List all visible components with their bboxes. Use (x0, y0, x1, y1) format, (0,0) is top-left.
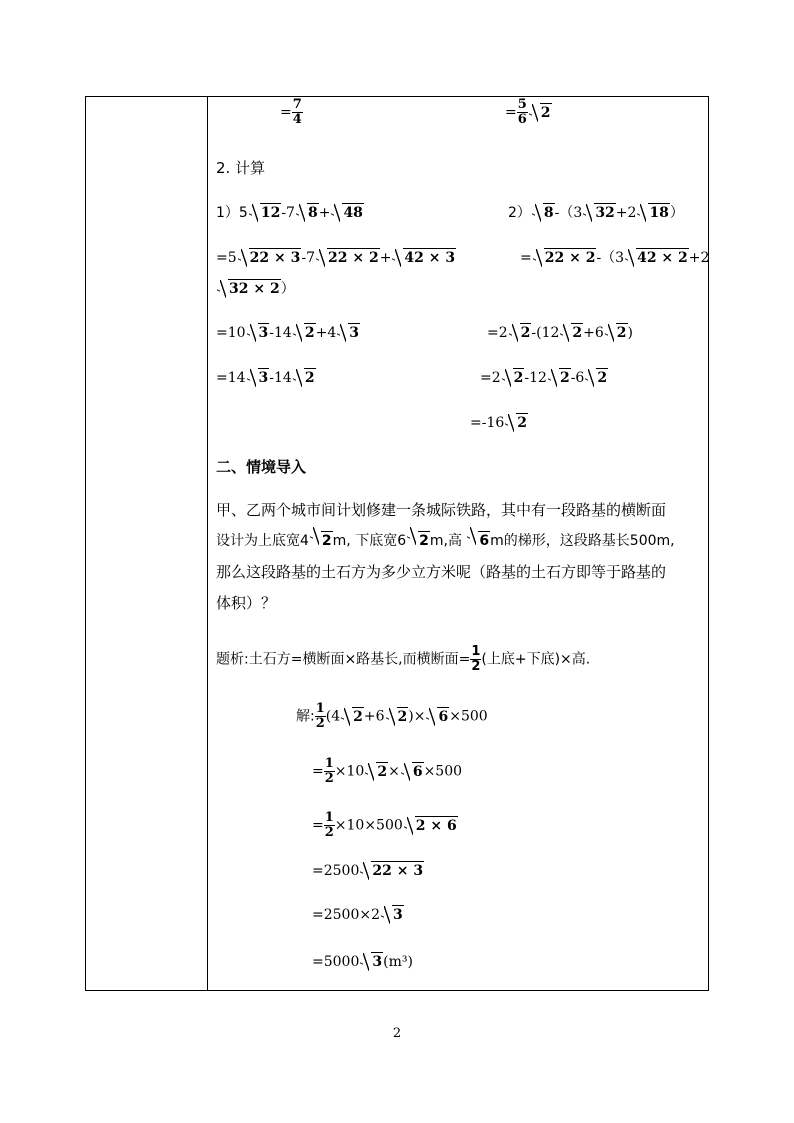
numerator: 5 (517, 97, 527, 112)
analysis-line (216, 645, 590, 674)
numerator: 1 (471, 644, 481, 659)
text: =5000 (312, 954, 360, 970)
text: (上底+下底)×高. (481, 651, 591, 668)
denominator: 2 (324, 771, 334, 786)
sqrt (637, 203, 669, 223)
label: 2） (508, 205, 531, 221)
sqrt (316, 248, 380, 268)
operator: + (318, 205, 331, 221)
problem-line-2 (216, 526, 706, 557)
radicand: 22 × 2 (544, 250, 596, 266)
radicand: 2 (353, 708, 363, 725)
operator: +2 (615, 205, 637, 221)
operator: +4 (315, 325, 337, 341)
text: m的梯形，这段路基长500m, (490, 533, 675, 549)
operator: +6 (583, 325, 604, 341)
sqrt (310, 526, 333, 557)
radicand: 2 (597, 370, 608, 386)
p2-step1 (520, 248, 709, 268)
sqrt (401, 762, 424, 782)
operator: -14 (269, 370, 292, 386)
solution-line-5 (312, 905, 404, 925)
text: = (312, 817, 324, 834)
radicand: 32 (595, 205, 615, 221)
fraction (324, 811, 335, 840)
radicand: 2 (377, 763, 388, 780)
numerator: 1 (315, 701, 325, 716)
fraction (292, 98, 303, 127)
prefix: = (280, 104, 292, 121)
operator: + (379, 250, 392, 266)
denominator: 2 (324, 825, 334, 840)
column-divider (207, 97, 208, 990)
sqrt (386, 707, 409, 727)
solution-line-3 (312, 811, 458, 840)
text: ×10 (334, 763, 365, 780)
text: 题析:土石方=横断面×路基长,而横断面= (216, 651, 471, 668)
sqrt (365, 762, 388, 782)
p2-statement (508, 203, 684, 223)
text: m,高 (429, 533, 467, 549)
prefix: =5 (216, 250, 237, 266)
operator: -14 (269, 325, 292, 341)
radicand: 3 (372, 954, 383, 970)
radicand: 18 (649, 205, 669, 221)
sqrt (585, 368, 608, 388)
text: m, 下底宽6 (332, 533, 407, 549)
denominator: 2 (315, 716, 325, 731)
prefix: =14 (216, 370, 246, 386)
radicand: 8 (543, 205, 554, 221)
text: (m³) (383, 954, 413, 970)
p1-step1 (216, 248, 456, 268)
radicand: 48 (343, 205, 363, 221)
sqrt (296, 203, 319, 223)
radicand: 6 (479, 533, 490, 549)
operator: -（3 (554, 205, 583, 221)
problem-line-3: 那么这段路基的土石方为多少立方米呢（路基的土石方即等于路基的 (216, 563, 667, 581)
radicand: 3 (258, 325, 269, 341)
sqrt (605, 323, 628, 343)
text: =2500×2 (312, 907, 380, 923)
sqrt (625, 248, 689, 268)
radicand: 42 × 2 (637, 250, 688, 266)
fraction (517, 98, 528, 127)
numerator: 7 (292, 97, 302, 112)
radicand: 3 (393, 907, 403, 923)
sqrt (247, 323, 270, 343)
operator: +2 (688, 250, 710, 266)
sqrt (533, 248, 597, 268)
p2-step1-cont (216, 279, 295, 299)
sqrt (392, 248, 456, 268)
prefix: =2 (480, 370, 501, 386)
radicand: 3 (258, 370, 269, 386)
text: +6 (363, 708, 385, 725)
problem-line-1: 甲、乙两个城市间计划修建一条城际铁路，其中有一段路基的横断面 (216, 501, 667, 519)
sqrt (505, 413, 528, 433)
numerator: 1 (324, 810, 334, 825)
sqrt (293, 323, 316, 343)
sqrt (247, 368, 270, 388)
radicand: 2 (397, 708, 408, 725)
operator: -7 (301, 250, 315, 266)
fraction (470, 645, 481, 674)
text: =2500 (312, 863, 360, 879)
radicand: 22 × 3 (372, 863, 424, 879)
sqrt (548, 368, 571, 388)
sqrt (381, 905, 404, 925)
operator: -12 (524, 370, 547, 386)
sqrt (583, 203, 615, 223)
p2-step2 (487, 323, 633, 343)
sqrt (217, 279, 281, 299)
sqrt (249, 203, 281, 223)
radicand: 2 (304, 325, 315, 341)
radicand: 2 (616, 325, 627, 341)
radicand: 8 (307, 205, 318, 221)
radicand: 2 (572, 325, 583, 341)
sqrt (341, 707, 364, 727)
text: (4 (325, 708, 341, 725)
sqrt (360, 952, 383, 972)
prefix: =10 (216, 325, 246, 341)
top-result-left (280, 98, 303, 127)
bracket: ) (627, 325, 634, 341)
sqrt (509, 323, 532, 343)
operator: -(12 (531, 325, 560, 341)
radicand: 42 × 3 (404, 250, 456, 266)
radicand: 2 (540, 104, 551, 121)
sqrt (360, 861, 424, 881)
sqrt (467, 526, 490, 557)
p2-step3 (480, 368, 608, 388)
problem-line-4: 体积）？ (216, 594, 277, 612)
text: ×500 (423, 763, 463, 780)
numerator: 1 (324, 756, 334, 771)
operator: -6 (570, 370, 585, 386)
sqrt (407, 526, 430, 557)
text: × (388, 763, 400, 780)
radicand: 2 (559, 370, 570, 386)
p1-step3 (216, 368, 316, 388)
text: ×10×500 (334, 817, 403, 834)
radicand: 2 (419, 533, 429, 549)
text: 解: (296, 708, 315, 725)
problem-paragraph (216, 495, 706, 619)
radicand: 2 (520, 325, 531, 341)
operator: -7 (281, 205, 295, 221)
sqrt (238, 248, 302, 268)
prefix: = (520, 250, 532, 266)
sqrt (502, 368, 525, 388)
radicand: 3 (349, 325, 359, 341)
bracket: ） (669, 205, 684, 221)
sqrt (404, 816, 458, 836)
sqrt (426, 707, 449, 727)
radicand: 32 × 2 (229, 281, 280, 297)
prefix: = (505, 104, 517, 121)
radicand: 22 × 3 (249, 250, 301, 266)
solution-line-6 (312, 952, 413, 972)
radicand: 2 (321, 533, 332, 549)
denominator: 4 (292, 112, 302, 127)
page-number: 2 (392, 1026, 402, 1041)
prefix: =2 (487, 325, 508, 341)
sqrt (331, 203, 363, 223)
p1-statement (216, 203, 364, 223)
text: ×500 (449, 708, 488, 725)
prefix: =-16 (470, 415, 505, 431)
text: )× (408, 708, 426, 725)
radicand: 12 (260, 205, 281, 221)
operator: -（3 (596, 250, 625, 266)
radicand: 2 × 6 (415, 817, 457, 834)
denominator: 6 (517, 112, 527, 127)
section-2-title: 2. 计算 (216, 159, 266, 177)
sqrt (560, 323, 583, 343)
sqrt (293, 368, 316, 388)
section-title: 二、情境导入 (216, 458, 307, 476)
solution-line-1 (296, 702, 488, 731)
solution-line-4 (312, 861, 424, 881)
top-result-right (505, 98, 552, 127)
radicand: 6 (438, 708, 449, 725)
solution-line-2 (312, 757, 462, 786)
radicand: 6 (412, 763, 423, 780)
sqrt (337, 323, 360, 343)
fraction (315, 702, 326, 731)
denominator: 2 (471, 659, 481, 674)
radicand: 22 × 2 (327, 250, 379, 266)
text: = (312, 763, 324, 780)
p2-step4 (470, 413, 528, 433)
p1-step2 (216, 323, 360, 343)
text: 设计为上底宽4 (216, 533, 309, 549)
label: 1）5 (216, 205, 248, 221)
radicand: 2 (304, 370, 315, 386)
sqrt (529, 103, 552, 123)
sqrt (532, 203, 555, 223)
radicand: 2 (517, 415, 528, 431)
radicand: 2 (513, 370, 524, 386)
bracket: ） (280, 281, 295, 297)
fraction (324, 757, 335, 786)
